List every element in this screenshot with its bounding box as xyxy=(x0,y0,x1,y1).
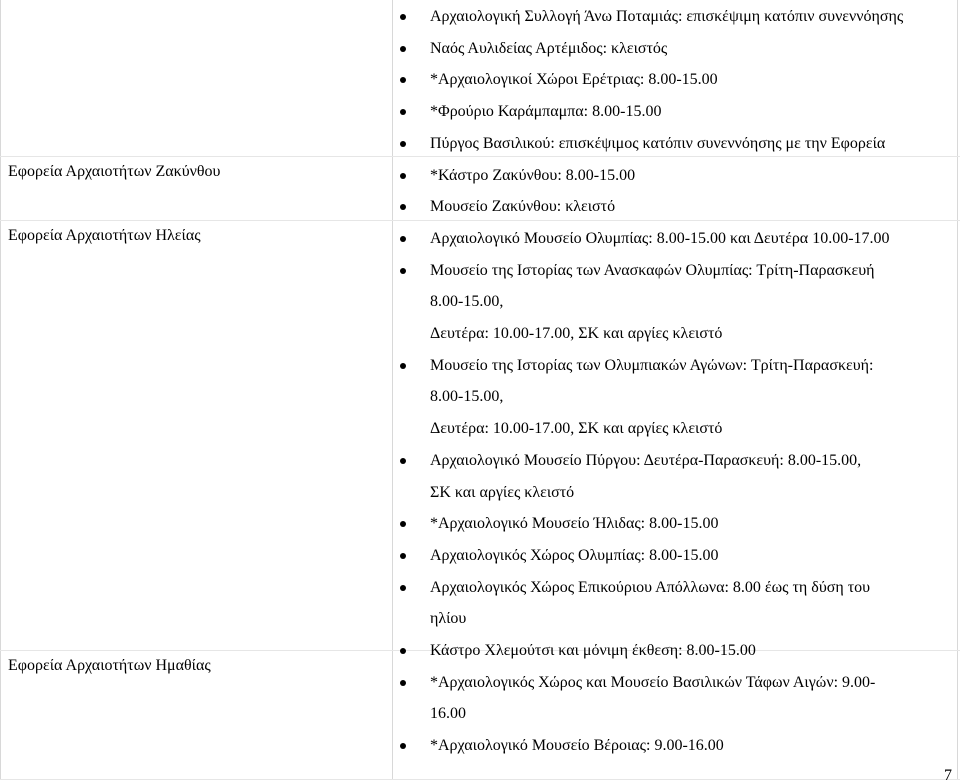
list-item-continuation: Δευτέρα: 10.00-17.00, ΣΚ και αργίες κλειστό xyxy=(430,325,723,342)
bullet-icon xyxy=(400,648,406,654)
list-item: Κάστρο Χλεμούτσι και μόνιμη έκθεση: 8.00-15.00 xyxy=(430,642,756,659)
list-item-continuation: 8.00-15.00, xyxy=(430,293,504,311)
authority-imathia: Εφορεία Αρχαιοτήτων Ημαθίας xyxy=(8,657,211,674)
list-item: Πύργος Βασιλικού: επισκέψιμος κατόπιν συνεννόησης με την Εφορεία xyxy=(430,134,886,152)
bullet-icon xyxy=(400,173,406,179)
page-number: 7 xyxy=(944,767,952,784)
table-column-divider xyxy=(392,0,393,780)
bullet-icon xyxy=(400,521,406,527)
list-item-continuation: ΣΚ και αργίες κλειστό xyxy=(430,483,575,501)
list-item: *Κάστρο Ζακύνθου: 8.00-15.00 xyxy=(430,166,636,184)
bullet-icon xyxy=(400,363,406,369)
bullet-icon xyxy=(400,553,406,559)
bullet-icon xyxy=(400,204,406,210)
list-item: *Αρχαιολογικό Μουσείο Βέροιας: 9.00-16.00 xyxy=(430,737,724,755)
list-item: Μουσείο Ζακύνθου: κλειστό xyxy=(430,198,616,216)
bullet-icon xyxy=(400,141,406,147)
list-item-continuation: ηλίου xyxy=(430,610,467,628)
row-divider-zakynthos xyxy=(0,156,960,157)
list-item: Αρχαιολογικός Χώρος Επικούριου Απόλλωνα: 8.00 έως τη δύση του xyxy=(430,578,871,596)
list-item: *Αρχαιολογικός Χώρος και Μουσείο Βασιλικών Τάφων Αιγών: 9.00- xyxy=(430,673,876,691)
table-border-left xyxy=(0,0,1,780)
list-item: Αρχαιολογικός Χώρος Ολυμπίας: 8.00-15.00 xyxy=(430,546,719,564)
authority-zakynthos: Εφορεία Αρχαιοτήτων Ζακύνθου xyxy=(8,163,221,180)
bullet-icon xyxy=(400,109,406,115)
bullet-icon xyxy=(400,458,406,464)
list-item: Ναός Αυλιδείας Αρτέμιδος: κλειστός xyxy=(430,39,668,57)
list-item-continuation: 16.00 xyxy=(430,705,466,723)
list-item: Αρχαιολογικό Μουσείο Πύργου: Δευτέρα-Παρασκευή: 8.00-15.00, xyxy=(430,451,862,469)
list-item: Αρχαιολογική Συλλογή Άνω Ποταμιάς: επισκέψιμη κατόπιν συνεννόησης xyxy=(430,8,904,25)
bullet-icon xyxy=(400,680,406,686)
bullet-icon xyxy=(400,585,406,591)
authority-ileia: Εφορεία Αρχαιοτήτων Ηλείας xyxy=(8,227,201,244)
table-border-right xyxy=(957,0,958,780)
list-item: *Φρούριο Καράμπαμπα: 8.00-15.00 xyxy=(430,103,662,121)
bullet-icon xyxy=(400,236,406,242)
list-item: Μουσείο της Ιστορίας των Ανασκαφών Ολυμπίας: Τρίτη-Παρασκευή xyxy=(430,261,875,279)
list-item-continuation: Δευτέρα: 10.00-17.00, ΣΚ και αργίες κλειστό xyxy=(430,420,723,438)
list-item: *Αρχαιολογικοί Χώροι Ερέτριας: 8.00-15.00 xyxy=(430,71,718,89)
row-divider-ileia xyxy=(0,220,960,221)
list-item-continuation: 8.00-15.00, xyxy=(430,388,504,406)
bullet-icon xyxy=(400,743,406,749)
list-item: Αρχαιολογικό Μουσείο Ολυμπίας: 8.00-15.00 και Δευτέρα 10.00-17.00 xyxy=(430,229,890,247)
list-item: *Αρχαιολογικό Μουσείο Ήλιδας: 8.00-15.00 xyxy=(430,515,719,533)
bullet-icon xyxy=(400,14,406,20)
list-item: Μουσείο της Ιστορίας των Ολυμπιακών Αγώνων: Τρίτη-Παρασκευή: xyxy=(430,356,874,374)
table-border-bottom xyxy=(0,779,960,780)
bullet-icon xyxy=(400,46,406,52)
bullet-icon xyxy=(400,268,406,274)
bullet-icon xyxy=(400,77,406,83)
